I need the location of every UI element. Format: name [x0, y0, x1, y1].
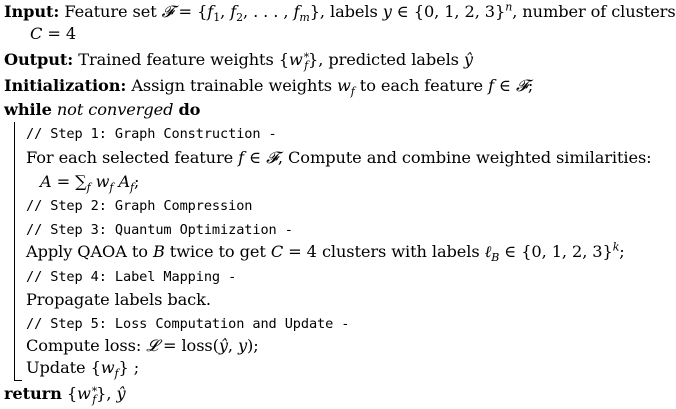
- clusters-math: C = 4: [30, 24, 77, 43]
- init-text-a: Assign trainable weights: [131, 76, 332, 95]
- step3-b-math: B: [152, 242, 165, 261]
- step2-comment: // Step 2: Graph Compression: [26, 198, 253, 214]
- step3-text-b: twice to get: [169, 242, 266, 261]
- return-line: [4, 382, 126, 407]
- weights-math: $\{w^∗_f\}$: [278, 48, 319, 73]
- step5-comment: // Step 5: Loss Computation and Update -: [26, 316, 350, 332]
- step4-comment: // Step 4: Label Mapping -: [26, 269, 237, 285]
- wf-math: $w_f$: [337, 76, 355, 99]
- output-text-b: , predicted labels: [318, 50, 459, 69]
- input-text-c: , number of clusters: [512, 2, 676, 21]
- step5-update-end: ;: [133, 358, 140, 377]
- step3-text-line: [26, 240, 625, 265]
- input-text-a: Feature set: [64, 2, 157, 21]
- return-keyword: return: [4, 384, 62, 403]
- input-line: [4, 0, 676, 25]
- step5-loss-end: ;: [253, 336, 259, 355]
- while-condition: not converged: [56, 100, 174, 119]
- step5-loss-text: Compute loss:: [26, 336, 142, 355]
- features-math: 𝓕 = {$f_1$, $f_2$, . . . , $f_m$}: [161, 2, 320, 25]
- pred-math: ŷ: [463, 50, 473, 69]
- step5-loss-math: 𝓛 = loss(ŷ, y): [146, 336, 254, 355]
- input-text-b: , labels: [319, 2, 378, 21]
- step1-formula-end: ;: [134, 172, 140, 191]
- initialization-line: [4, 76, 534, 99]
- step5-update-line: [26, 358, 140, 381]
- step4-text: Propagate labels back.: [26, 290, 211, 309]
- step3-c-math: C = 4: [270, 242, 317, 261]
- input-clusters-line: [30, 24, 76, 44]
- step1-formula: $A = \sum_f$ $w_f$ $A_f$: [40, 172, 135, 195]
- step3-labels-math: ℓ$_B$ ∈ {0, 1, 2, 3}$^k$: [484, 240, 620, 265]
- output-line: [4, 48, 473, 73]
- step1-text-line: [26, 148, 652, 168]
- output-text-a: Trained feature weights: [78, 50, 274, 69]
- init-text-c: ;: [527, 76, 534, 95]
- step3-text-a: Apply QAOA to: [26, 242, 148, 261]
- while-line: [4, 100, 200, 120]
- step1-text-b: , Compute and combine weighted similarities:: [277, 148, 652, 167]
- init-text-b: to each feature: [359, 76, 484, 95]
- step3-comment: // Step 3: Quantum Optimization -: [26, 222, 293, 238]
- step1-formula-line: [40, 172, 140, 195]
- input-keyword: Input:: [4, 2, 60, 21]
- while-block-rule: [14, 122, 15, 380]
- step1-text-a: For each selected feature: [26, 148, 234, 167]
- step5-update-text: Update: [26, 358, 86, 377]
- step1-comment: // Step 1: Graph Construction -: [26, 126, 277, 142]
- step5-update-math: $\{w_f\}$: [90, 358, 129, 381]
- step5-loss-line: [26, 336, 259, 356]
- step3-end: ;: [619, 242, 625, 261]
- do-keyword: do: [178, 100, 201, 119]
- step1-f-math: f ∈ 𝓕: [238, 148, 278, 167]
- while-block-foot: [14, 380, 22, 381]
- f-math: f ∈ 𝓕: [488, 76, 528, 95]
- step3-text-c: clusters with labels: [321, 242, 480, 261]
- output-keyword: Output:: [4, 50, 74, 69]
- labels-math: y ∈ {0, 1, 2, 3}$^n$: [382, 0, 513, 21]
- return-value: $\{w^∗_f\}$, ŷ: [66, 382, 126, 407]
- while-keyword: while: [4, 100, 52, 119]
- init-keyword: Initialization:: [4, 76, 127, 95]
- algorithm-block: [4, 0, 676, 409]
